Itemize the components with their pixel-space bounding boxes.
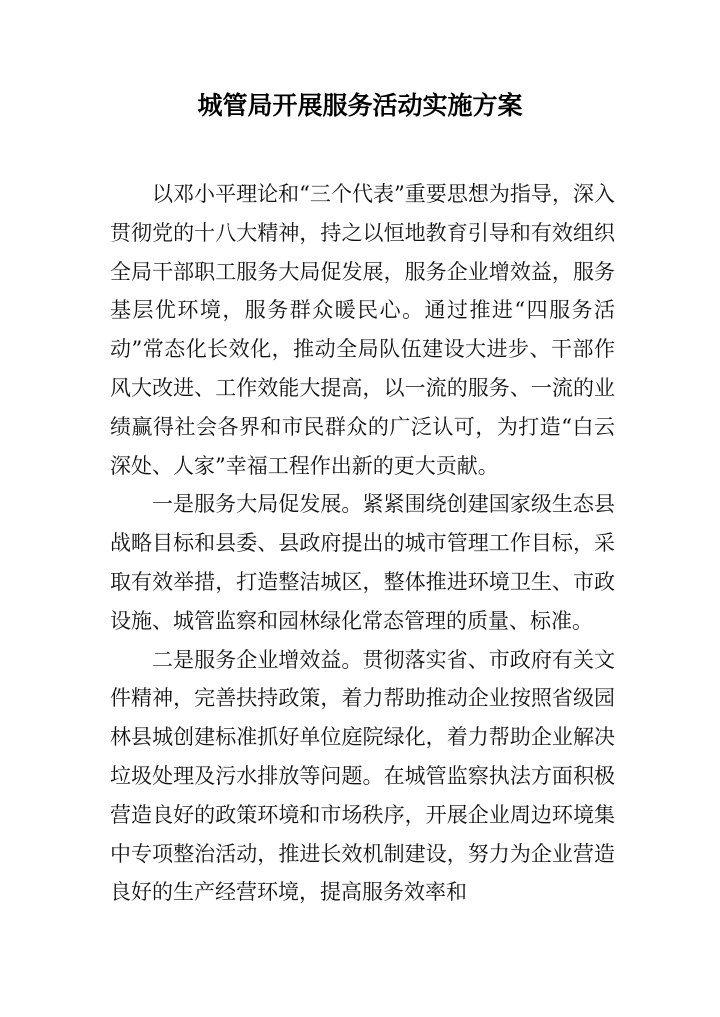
document-title: 城管局开展服务活动实施方案 <box>197 91 523 120</box>
paragraph-serve-enterprises: 二是服务企业增效益。贯彻落实省、市政府有关文件精神，完善扶持政策，着力帮助推动企业按照省级园林县城创建标准抓好单位庭院绿化，着力帮助企业解决垃圾处理及污水排放等问题。在城管监察执法方面积极营造良好的政策环境和市场秩序，开展企业周边环境集中专项整治活动，推进长效机制建设，努力为企业营造良好的生产经营环境，提高服务效率和 <box>110 647 615 905</box>
document-body <box>110 175 615 912</box>
paragraph-serve-overall: 一是服务大局促发展。紧紧围绕创建国家级生态县战略目标和县委、县政府提出的城市管理工作目标，采取有效举措，打造整洁城区，整体推进环境卫生、市政设施、城管监察和园林绿化常态管理的质量、标准。 <box>110 492 615 633</box>
paragraph-intro: 以邓小平理论和“三个代表”重要思想为指导，深入贯彻党的十八大精神，持之以恒地教育引导和有效组织全局干部职工服务大局促发展，服务企业增效益，服务基层优环境，服务群众暖民心。通过推进“四服务活动”常态化长效化，推动全局队伍建设大进步、干部作风大改进、工作效能大提高，以一流的服务、一流的业绩赢得社会各界和市民群众的广泛认可，为打造“白云深处、人家”幸福工程作出新的更大贡献。 <box>110 182 615 478</box>
